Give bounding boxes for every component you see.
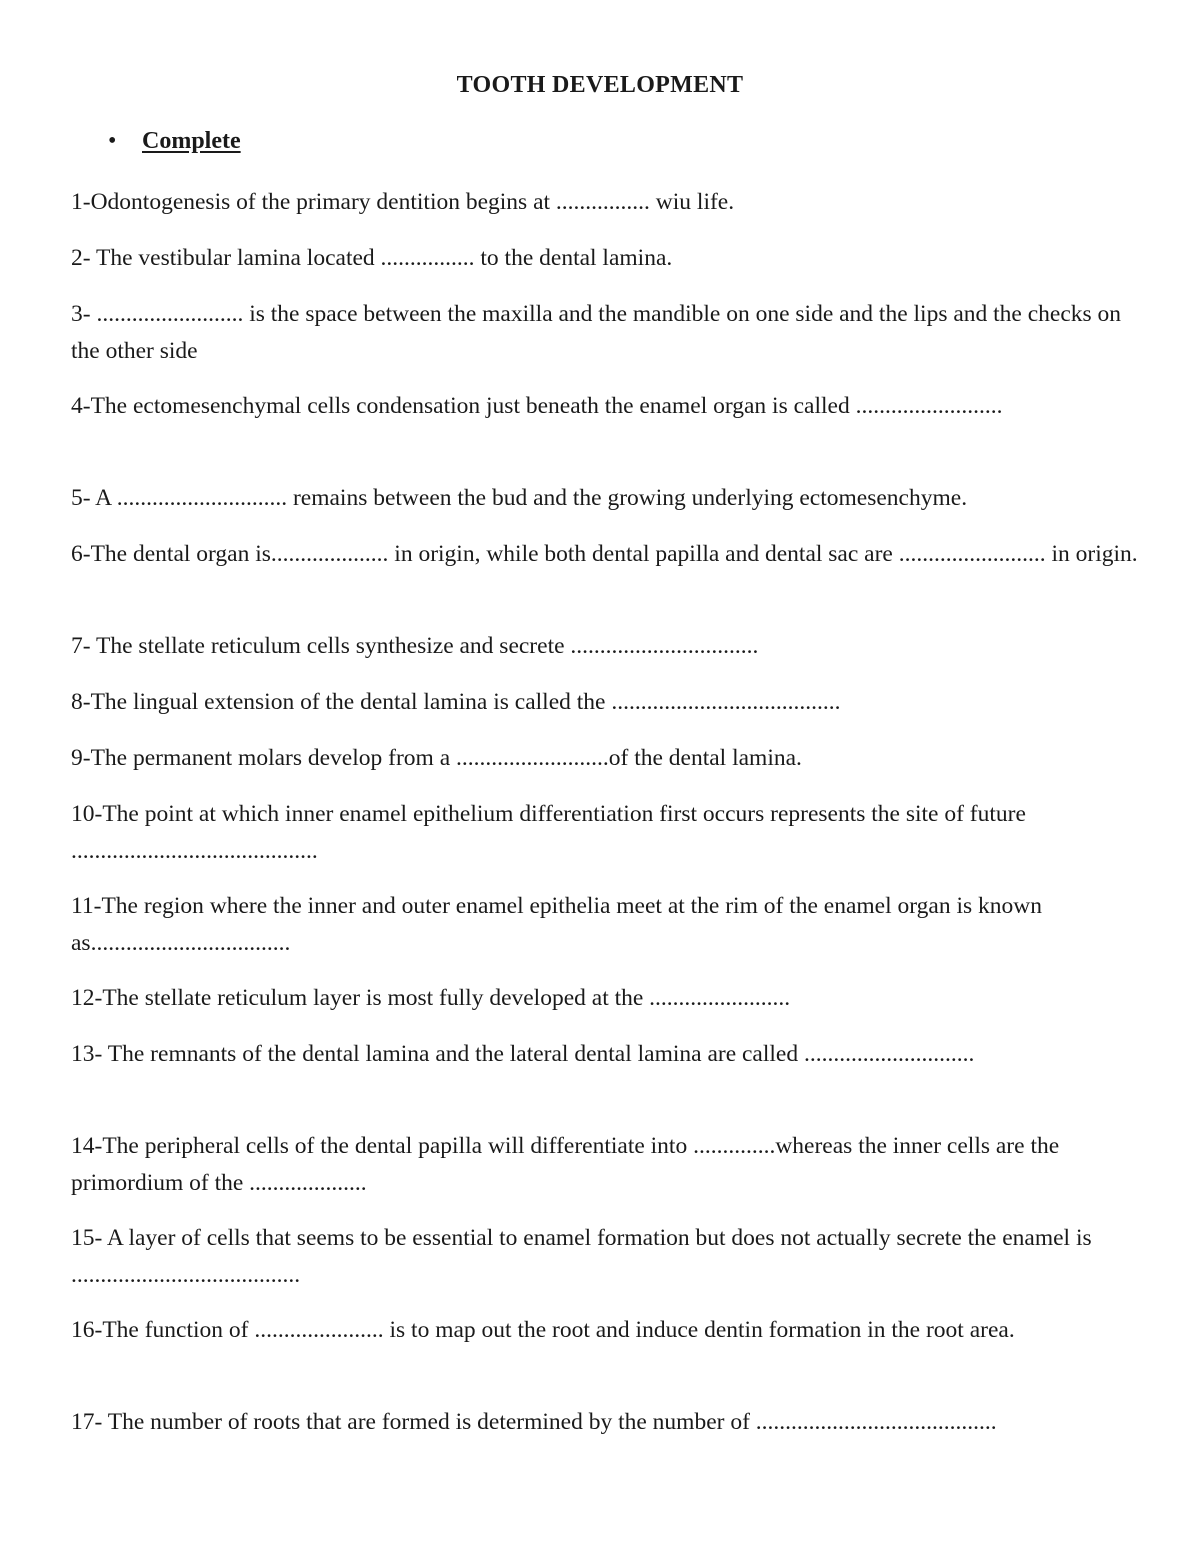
bullet-icon: •: [108, 128, 117, 154]
question-14: 14-The peripheral cells of the dental papilla will differentiate into ..............whereas the inner cells are the primordium of the ....................: [71, 1133, 1060, 1196]
question-12: 12-The stellate reticulum layer is most fully developed at the ........................: [71, 985, 791, 1011]
section-label: Complete: [142, 128, 241, 154]
question-17: 17- The number of roots that are formed is determined by the number of .........................................: [71, 1409, 997, 1435]
question-5: 5- A ............................. remains between the bud and the growing underlying ectomesenchyme.: [71, 485, 968, 511]
question-1: 1-Odontogenesis of the primary dentition begins at ................ wiu life.: [71, 189, 735, 215]
question-13: 13- The remnants of the dental lamina and the lateral dental lamina are called .............................: [71, 1041, 975, 1067]
question-3: 3- ......................... is the space between the maxilla and the mandible on one side and the lips and the checks on the other side: [71, 301, 1122, 364]
question-15: 15- A layer of cells that seems to be essential to enamel formation but does not actually secrete the enamel is .......................................: [71, 1225, 1092, 1288]
question-6: 6-The dental organ is.................... in origin, while both dental papilla and dental sac are ......................... in origin.: [71, 541, 1138, 567]
question-2: 2- The vestibular lamina located ................ to the dental lamina.: [71, 245, 673, 271]
question-7: 7- The stellate reticulum cells synthesize and secrete ................................: [71, 633, 759, 659]
question-9: 9-The permanent molars develop from a ..........................of the dental lamina.: [71, 745, 802, 771]
question-4: 4-The ectomesenchymal cells condensation just beneath the enamel organ is called .........................: [71, 393, 1003, 419]
question-10: 10-The point at which inner enamel epithelium differentiation first occurs represents the site of future ..........................................: [71, 801, 1026, 864]
question-8: 8-The lingual extension of the dental lamina is called the .......................................: [71, 689, 841, 715]
section-heading: [108, 128, 241, 155]
page-title: TOOTH DEVELOPMENT: [456, 72, 744, 98]
question-11: 11-The region where the inner and outer enamel epithelia meet at the rim of the enamel organ is known as..................................: [71, 893, 1042, 956]
question-16: 16-The function of ...................... is to map out the root and induce dentin formation in the root area.: [71, 1317, 1015, 1343]
